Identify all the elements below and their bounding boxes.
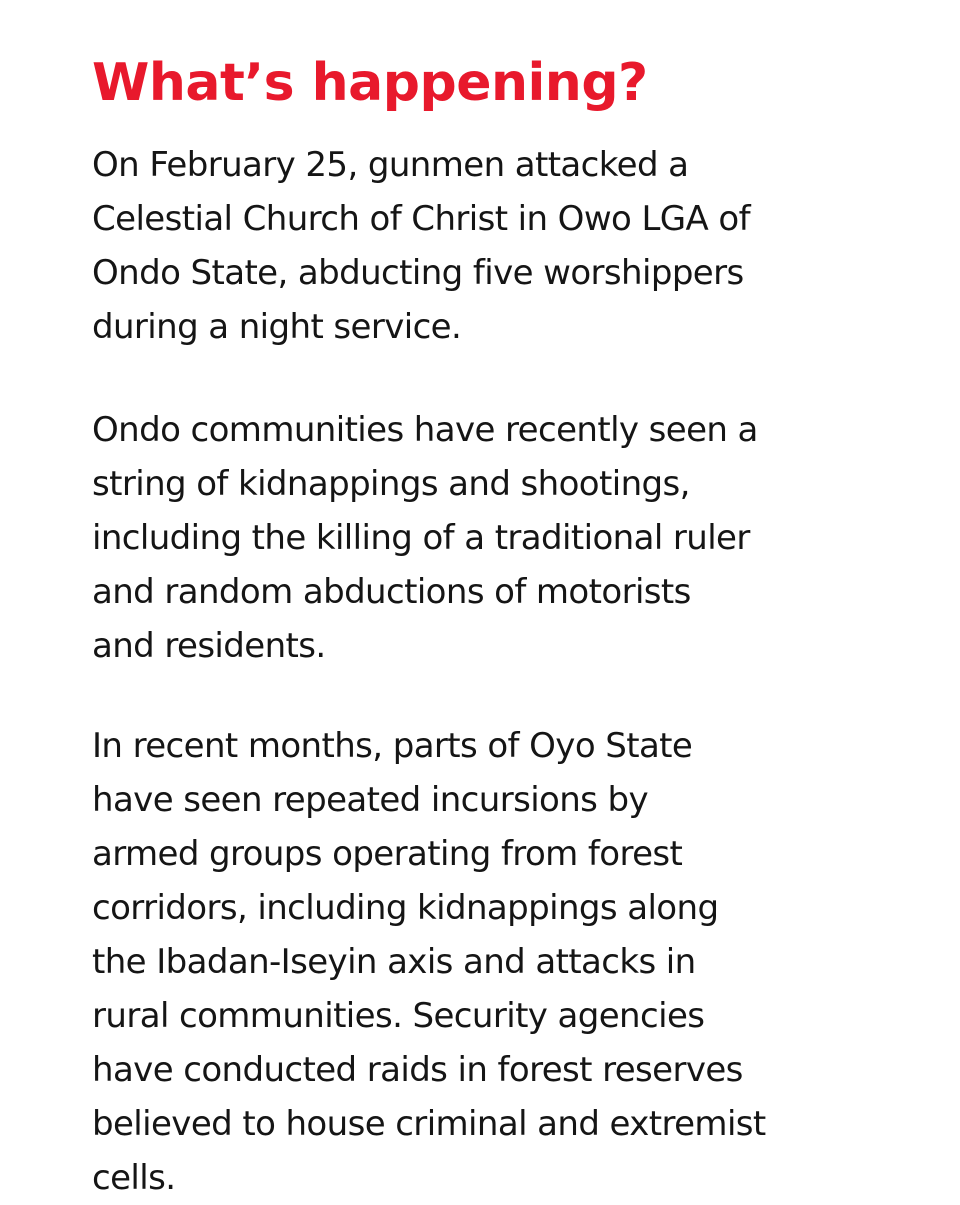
text-line: In recent months, parts of Oyo State (92, 726, 693, 766)
text-line: corridors, including kidnappings along (92, 888, 719, 928)
text-line: Celestial Church of Christ in Owo LGA of (92, 199, 750, 239)
text-line: and random abductions of motorists (92, 572, 691, 612)
text-line: cells. (92, 1158, 176, 1198)
text-line: believed to house criminal and extremist (92, 1104, 766, 1144)
page-heading: What’s happening? (92, 53, 648, 113)
paragraph-3 (92, 719, 892, 1205)
paragraph-2 (92, 403, 892, 673)
text-line: during a night service. (92, 307, 462, 347)
text-line: Ondo communities have recently seen a (92, 410, 758, 450)
text-line: rural communities. Security agencies (92, 996, 705, 1036)
text-line: including the killing of a traditional ruler (92, 518, 750, 558)
text-line: string of kidnappings and shootings, (92, 464, 690, 504)
text-line: have seen repeated incursions by (92, 780, 649, 820)
text-line: and residents. (92, 626, 326, 666)
text-line: the Ibadan-Iseyin axis and attacks in (92, 942, 696, 982)
text-line: have conducted raids in forest reserves (92, 1050, 743, 1090)
text-line: On February 25, gunmen attacked a (92, 145, 689, 185)
text-line: Ondo State, abducting five worshippers (92, 253, 744, 293)
text-line: armed groups operating from forest (92, 834, 683, 874)
paragraph-1 (92, 138, 892, 354)
